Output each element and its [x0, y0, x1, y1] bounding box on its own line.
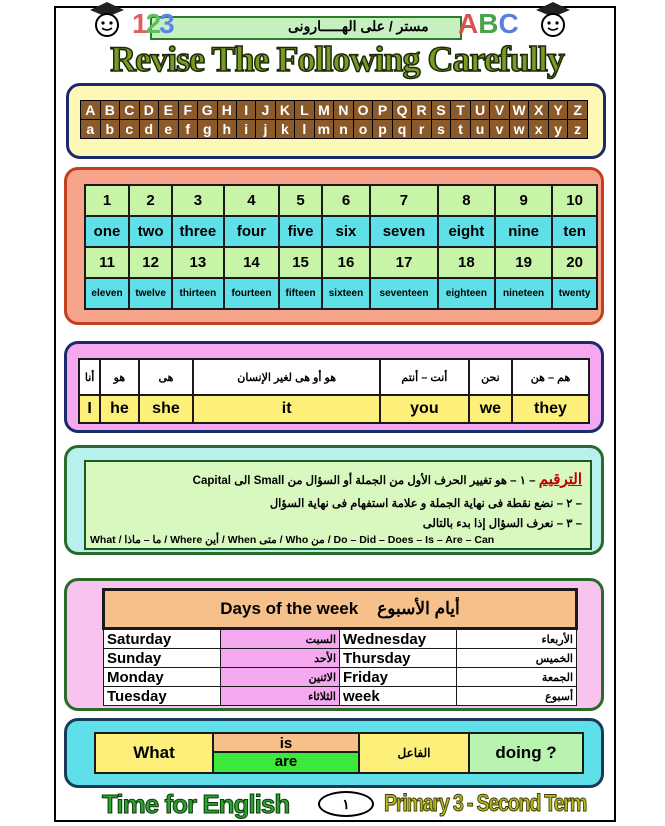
- uppercase-letter: T: [451, 101, 470, 120]
- uppercase-letter: G: [197, 101, 217, 120]
- number-cell: 13: [172, 247, 223, 278]
- day-english: Friday: [340, 668, 457, 687]
- uppercase-letter: X: [529, 101, 548, 120]
- pronoun-english-cell: she: [139, 395, 194, 423]
- pronoun-arabic-cell: أنا: [79, 359, 100, 395]
- lowercase-letter: e: [159, 120, 178, 139]
- punctuation-heading: الترقيم: [538, 471, 582, 488]
- day-arabic: الاثنين: [221, 668, 340, 687]
- day-english: Wednesday: [340, 629, 457, 649]
- alphabet-table: [80, 100, 588, 139]
- pronouns-arabic-row: [79, 359, 589, 395]
- question-is: is: [214, 734, 360, 753]
- number-cell: 5: [279, 185, 321, 216]
- days-title-en: Days of the week: [220, 599, 359, 618]
- lowercase-letter: u: [470, 120, 490, 139]
- pronoun-arabic-cell: هو أو هى لغير الإنسان: [193, 359, 380, 395]
- number-cell: 18: [438, 247, 495, 278]
- day-english: Tuesday: [104, 687, 221, 706]
- number-word-cell: nine: [495, 216, 552, 247]
- number-word-cell: six: [322, 216, 370, 247]
- number-cell: 4: [224, 185, 280, 216]
- number-cell: 2: [129, 185, 172, 216]
- lowercase-letter: n: [334, 120, 354, 139]
- uppercase-letter: O: [353, 101, 373, 120]
- number-cell: 11: [85, 247, 129, 278]
- lowercase-letter: c: [120, 120, 140, 139]
- day-row: [104, 687, 577, 706]
- pronoun-english-cell: he: [100, 395, 138, 423]
- number-cell: 14: [224, 247, 280, 278]
- lowercase-letter: d: [139, 120, 159, 139]
- number-word-cell: fifteen: [279, 278, 321, 309]
- lowercase-letter: m: [314, 120, 334, 139]
- number-cell: 6: [322, 185, 370, 216]
- uppercase-letter: F: [178, 101, 197, 120]
- day-arabic: الجمعة: [457, 668, 577, 687]
- day-row: [104, 668, 577, 687]
- lowercase-letter: v: [490, 120, 509, 139]
- lowercase-letter: o: [353, 120, 373, 139]
- day-arabic: أسبوع: [457, 687, 577, 706]
- page-title: Revise The Following Carefully: [110, 39, 564, 79]
- day-arabic: السبت: [221, 629, 340, 649]
- uppercase-letter: W: [509, 101, 529, 120]
- rule-1-text: – ١ – هو تغيير الحرف الأول من الجملة أو السؤال من Small الى Capital: [192, 475, 536, 487]
- words-row-11-20: [85, 278, 597, 309]
- number-word-cell: twelve: [129, 278, 172, 309]
- abc-logo: ABC: [458, 8, 519, 39]
- day-english: Thursday: [340, 649, 457, 668]
- uppercase-letter: N: [334, 101, 354, 120]
- uppercase-letter: K: [275, 101, 295, 120]
- number-word-cell: four: [224, 216, 280, 247]
- pronoun-english-cell: I: [79, 395, 100, 423]
- pronoun-arabic-cell: أنت – أنتم: [380, 359, 469, 395]
- rule-line-1: [193, 470, 582, 488]
- lowercase-letter: h: [217, 120, 237, 139]
- question-are: are: [214, 753, 360, 772]
- number-word-cell: one: [85, 216, 129, 247]
- number-word-cell: two: [129, 216, 172, 247]
- number-cell: 3: [172, 185, 223, 216]
- number-cell: 20: [552, 247, 597, 278]
- uppercase-letter: R: [412, 101, 432, 120]
- days-header-row: [104, 590, 577, 629]
- uppercase-letter: I: [237, 101, 256, 120]
- number-cell: 10: [552, 185, 597, 216]
- days-title-ar: أيام الأسبوع: [377, 599, 460, 618]
- number-cell: 16: [322, 247, 370, 278]
- rule-line-2: – ٢ – نضع نقطة فى نهاية الجملة و علامة استفهام فى نهاية السؤال: [269, 498, 582, 510]
- pronouns-english-row: [79, 395, 589, 423]
- pronoun-english-cell: you: [380, 395, 469, 423]
- lowercase-letter: z: [568, 120, 588, 139]
- pronoun-english-cell: they: [512, 395, 589, 423]
- pronoun-english-cell: we: [469, 395, 512, 423]
- day-english: Sunday: [104, 649, 221, 668]
- number-cell: 17: [370, 247, 438, 278]
- uppercase-letter: V: [490, 101, 509, 120]
- number-word-cell: five: [279, 216, 321, 247]
- lowercase-letter: r: [412, 120, 432, 139]
- uppercase-row: [81, 101, 588, 120]
- number-word-cell: sixteen: [322, 278, 370, 309]
- footer-brand: Time for English: [102, 789, 290, 819]
- header: [88, 8, 578, 40]
- lowercase-letter: s: [431, 120, 450, 139]
- rule-line-3: – ٣ – نعرف السؤال إذا بدء بالتالى: [422, 518, 582, 530]
- lowercase-letter: l: [295, 120, 314, 139]
- uppercase-letter: C: [120, 101, 140, 120]
- page-number: ١: [318, 791, 374, 817]
- footer-term: Primary 3 - Second Term: [384, 790, 587, 817]
- lowercase-letter: i: [237, 120, 256, 139]
- day-english: Monday: [104, 668, 221, 687]
- uppercase-letter: J: [256, 101, 275, 120]
- uppercase-letter: M: [314, 101, 334, 120]
- lowercase-letter: f: [178, 120, 197, 139]
- uppercase-letter: U: [470, 101, 490, 120]
- number-cell: 8: [438, 185, 495, 216]
- number-cell: 12: [129, 247, 172, 278]
- number-word-cell: eighteen: [438, 278, 495, 309]
- uppercase-letter: S: [431, 101, 450, 120]
- day-english: Saturday: [104, 629, 221, 649]
- day-arabic: الثلاثاء: [221, 687, 340, 706]
- number-word-cell: seven: [370, 216, 438, 247]
- lowercase-letter: y: [548, 120, 567, 139]
- lowercase-letter: g: [197, 120, 217, 139]
- uppercase-letter: L: [295, 101, 314, 120]
- lowercase-letter: j: [256, 120, 275, 139]
- pronoun-arabic-cell: هم – هن: [512, 359, 589, 395]
- question-subject: الفاعل: [360, 734, 470, 772]
- number-cell: 7: [370, 185, 438, 216]
- pronouns-table: [78, 358, 590, 424]
- number-word-cell: twenty: [552, 278, 597, 309]
- lowercase-letter: q: [392, 120, 412, 139]
- days-table: [102, 588, 578, 706]
- uppercase-letter: D: [139, 101, 159, 120]
- pronoun-arabic-cell: هى: [139, 359, 194, 395]
- numbers-table: [84, 184, 598, 310]
- lowercase-letter: x: [529, 120, 548, 139]
- uppercase-letter: Z: [568, 101, 588, 120]
- number-word-cell: eleven: [85, 278, 129, 309]
- number-word-cell: ten: [552, 216, 597, 247]
- pronoun-arabic-cell: نحن: [469, 359, 512, 395]
- number-word-cell: thirteen: [172, 278, 223, 309]
- number-word-cell: three: [172, 216, 223, 247]
- number-cell: 19: [495, 247, 552, 278]
- numbers-row-11-20: [85, 247, 597, 278]
- day-english: week: [340, 687, 457, 706]
- uppercase-letter: Q: [392, 101, 412, 120]
- lowercase-letter: a: [81, 120, 101, 139]
- pronoun-arabic-cell: هو: [100, 359, 138, 395]
- day-arabic: الخميس: [457, 649, 577, 668]
- question-table: [94, 732, 584, 774]
- uppercase-letter: E: [159, 101, 178, 120]
- uppercase-letter: Y: [548, 101, 567, 120]
- lowercase-row: [81, 120, 588, 139]
- day-row: [104, 649, 577, 668]
- lowercase-letter: b: [100, 120, 120, 139]
- day-arabic: الأحد: [221, 649, 340, 668]
- question-what: What: [96, 734, 214, 772]
- rule-line-4: What / ما – ماذا / Where أين / When متى / Who من / Do – Did – Does – Is – Are – Can: [90, 534, 495, 546]
- question-doing: doing ?: [470, 734, 582, 772]
- lowercase-letter: p: [373, 120, 392, 139]
- words-row-1-10: [85, 216, 597, 247]
- lowercase-letter: t: [451, 120, 470, 139]
- uppercase-letter: P: [373, 101, 392, 120]
- number-cell: 9: [495, 185, 552, 216]
- lowercase-letter: k: [275, 120, 295, 139]
- punctuation-box: [84, 460, 592, 550]
- teacher-name: مستر / على الهـــــارونى: [288, 18, 429, 34]
- uppercase-letter: A: [81, 101, 101, 120]
- lowercase-letter: w: [509, 120, 529, 139]
- day-arabic: الأربعاء: [457, 629, 577, 649]
- number-word-cell: eight: [438, 216, 495, 247]
- uppercase-letter: H: [217, 101, 237, 120]
- day-row: [104, 629, 577, 649]
- days-header: [104, 590, 577, 629]
- number-cell: 15: [279, 247, 321, 278]
- numbers-logo: 123: [132, 8, 173, 39]
- number-word-cell: seventeen: [370, 278, 438, 309]
- number-word-cell: nineteen: [495, 278, 552, 309]
- number-cell: 1: [85, 185, 129, 216]
- pronoun-english-cell: it: [193, 395, 380, 423]
- uppercase-letter: B: [100, 101, 120, 120]
- number-word-cell: fourteen: [224, 278, 280, 309]
- numbers-row-1-10: [85, 185, 597, 216]
